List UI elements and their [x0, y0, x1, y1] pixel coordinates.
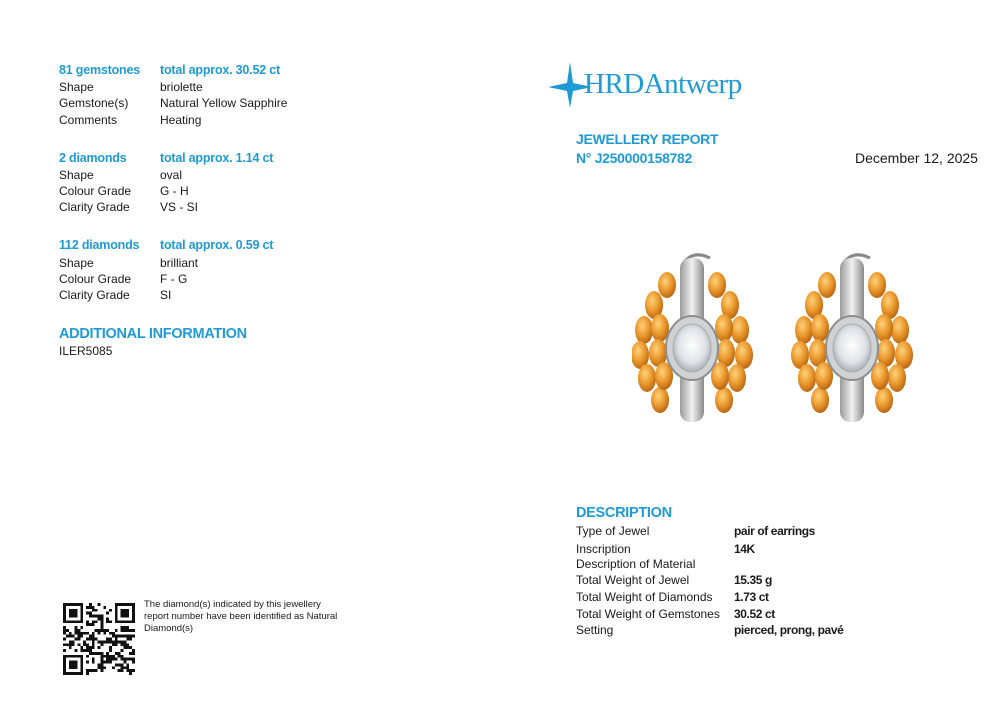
field-label: Shape	[59, 256, 94, 270]
section-total: total approx. 0.59 ct	[160, 238, 274, 252]
field-label: Clarity Grade	[59, 288, 130, 302]
qr-note: The diamond(s) indicated by this jewellery report number have been identified as Natural Diamond(s)	[144, 599, 338, 634]
description-title: DESCRIPTION	[576, 505, 672, 521]
field-value: F - G	[160, 272, 188, 286]
field-value: G - H	[160, 184, 189, 198]
earrings-image	[632, 250, 952, 430]
additional-info-title: ADDITIONAL INFORMATION	[59, 326, 247, 342]
additional-info-value: ILER5085	[59, 344, 113, 358]
report-date: December 12, 2025	[855, 150, 978, 166]
section-count: 112 diamonds	[59, 238, 140, 252]
field-label: Colour Grade	[59, 184, 132, 198]
section-total: total approx. 1.14 ct	[160, 151, 274, 165]
field-value: briolette	[160, 80, 203, 94]
field-label: Clarity Grade	[59, 200, 130, 214]
desc-label: Inscription	[576, 542, 631, 556]
desc-value: pierced, prong, pavé	[734, 623, 844, 637]
desc-value: 30.52 ct	[734, 607, 775, 621]
section-count: 81 gemstones	[59, 63, 140, 77]
qr-code-icon[interactable]	[63, 603, 135, 675]
field-label: Colour Grade	[59, 272, 132, 286]
desc-label: Total Weight of Jewel	[576, 573, 690, 587]
field-label: Shape	[59, 80, 94, 94]
brand-logo-text: HRDAntwerp	[584, 68, 742, 100]
report-number: N° J250000158782	[576, 150, 693, 166]
section-total: total approx. 30.52 ct	[160, 63, 280, 77]
field-value: oval	[160, 168, 183, 182]
field-value: SI	[160, 288, 172, 302]
report-title: JEWELLERY REPORT	[576, 131, 719, 147]
desc-label: Type of Jewel	[576, 524, 650, 538]
field-label: Shape	[59, 168, 94, 182]
section-count: 2 diamonds	[59, 151, 127, 165]
desc-value: pair of earrings	[734, 524, 815, 538]
desc-label: Setting	[576, 623, 614, 637]
desc-value: 15.35 g	[734, 573, 772, 587]
field-label: Comments	[59, 113, 118, 127]
desc-label: Total Weight of Diamonds	[576, 590, 713, 604]
desc-label: Total Weight of Gemstones	[576, 607, 720, 621]
desc-value: 1.73 ct	[734, 590, 769, 604]
field-label: Gemstone(s)	[59, 96, 129, 110]
field-value: Natural Yellow Sapphire	[160, 96, 288, 110]
field-value: Heating	[160, 113, 202, 127]
desc-value: 14K	[734, 542, 755, 556]
desc-label: Description of Material	[576, 557, 696, 571]
field-value: brilliant	[160, 256, 199, 270]
field-value: VS - SI	[160, 200, 199, 214]
